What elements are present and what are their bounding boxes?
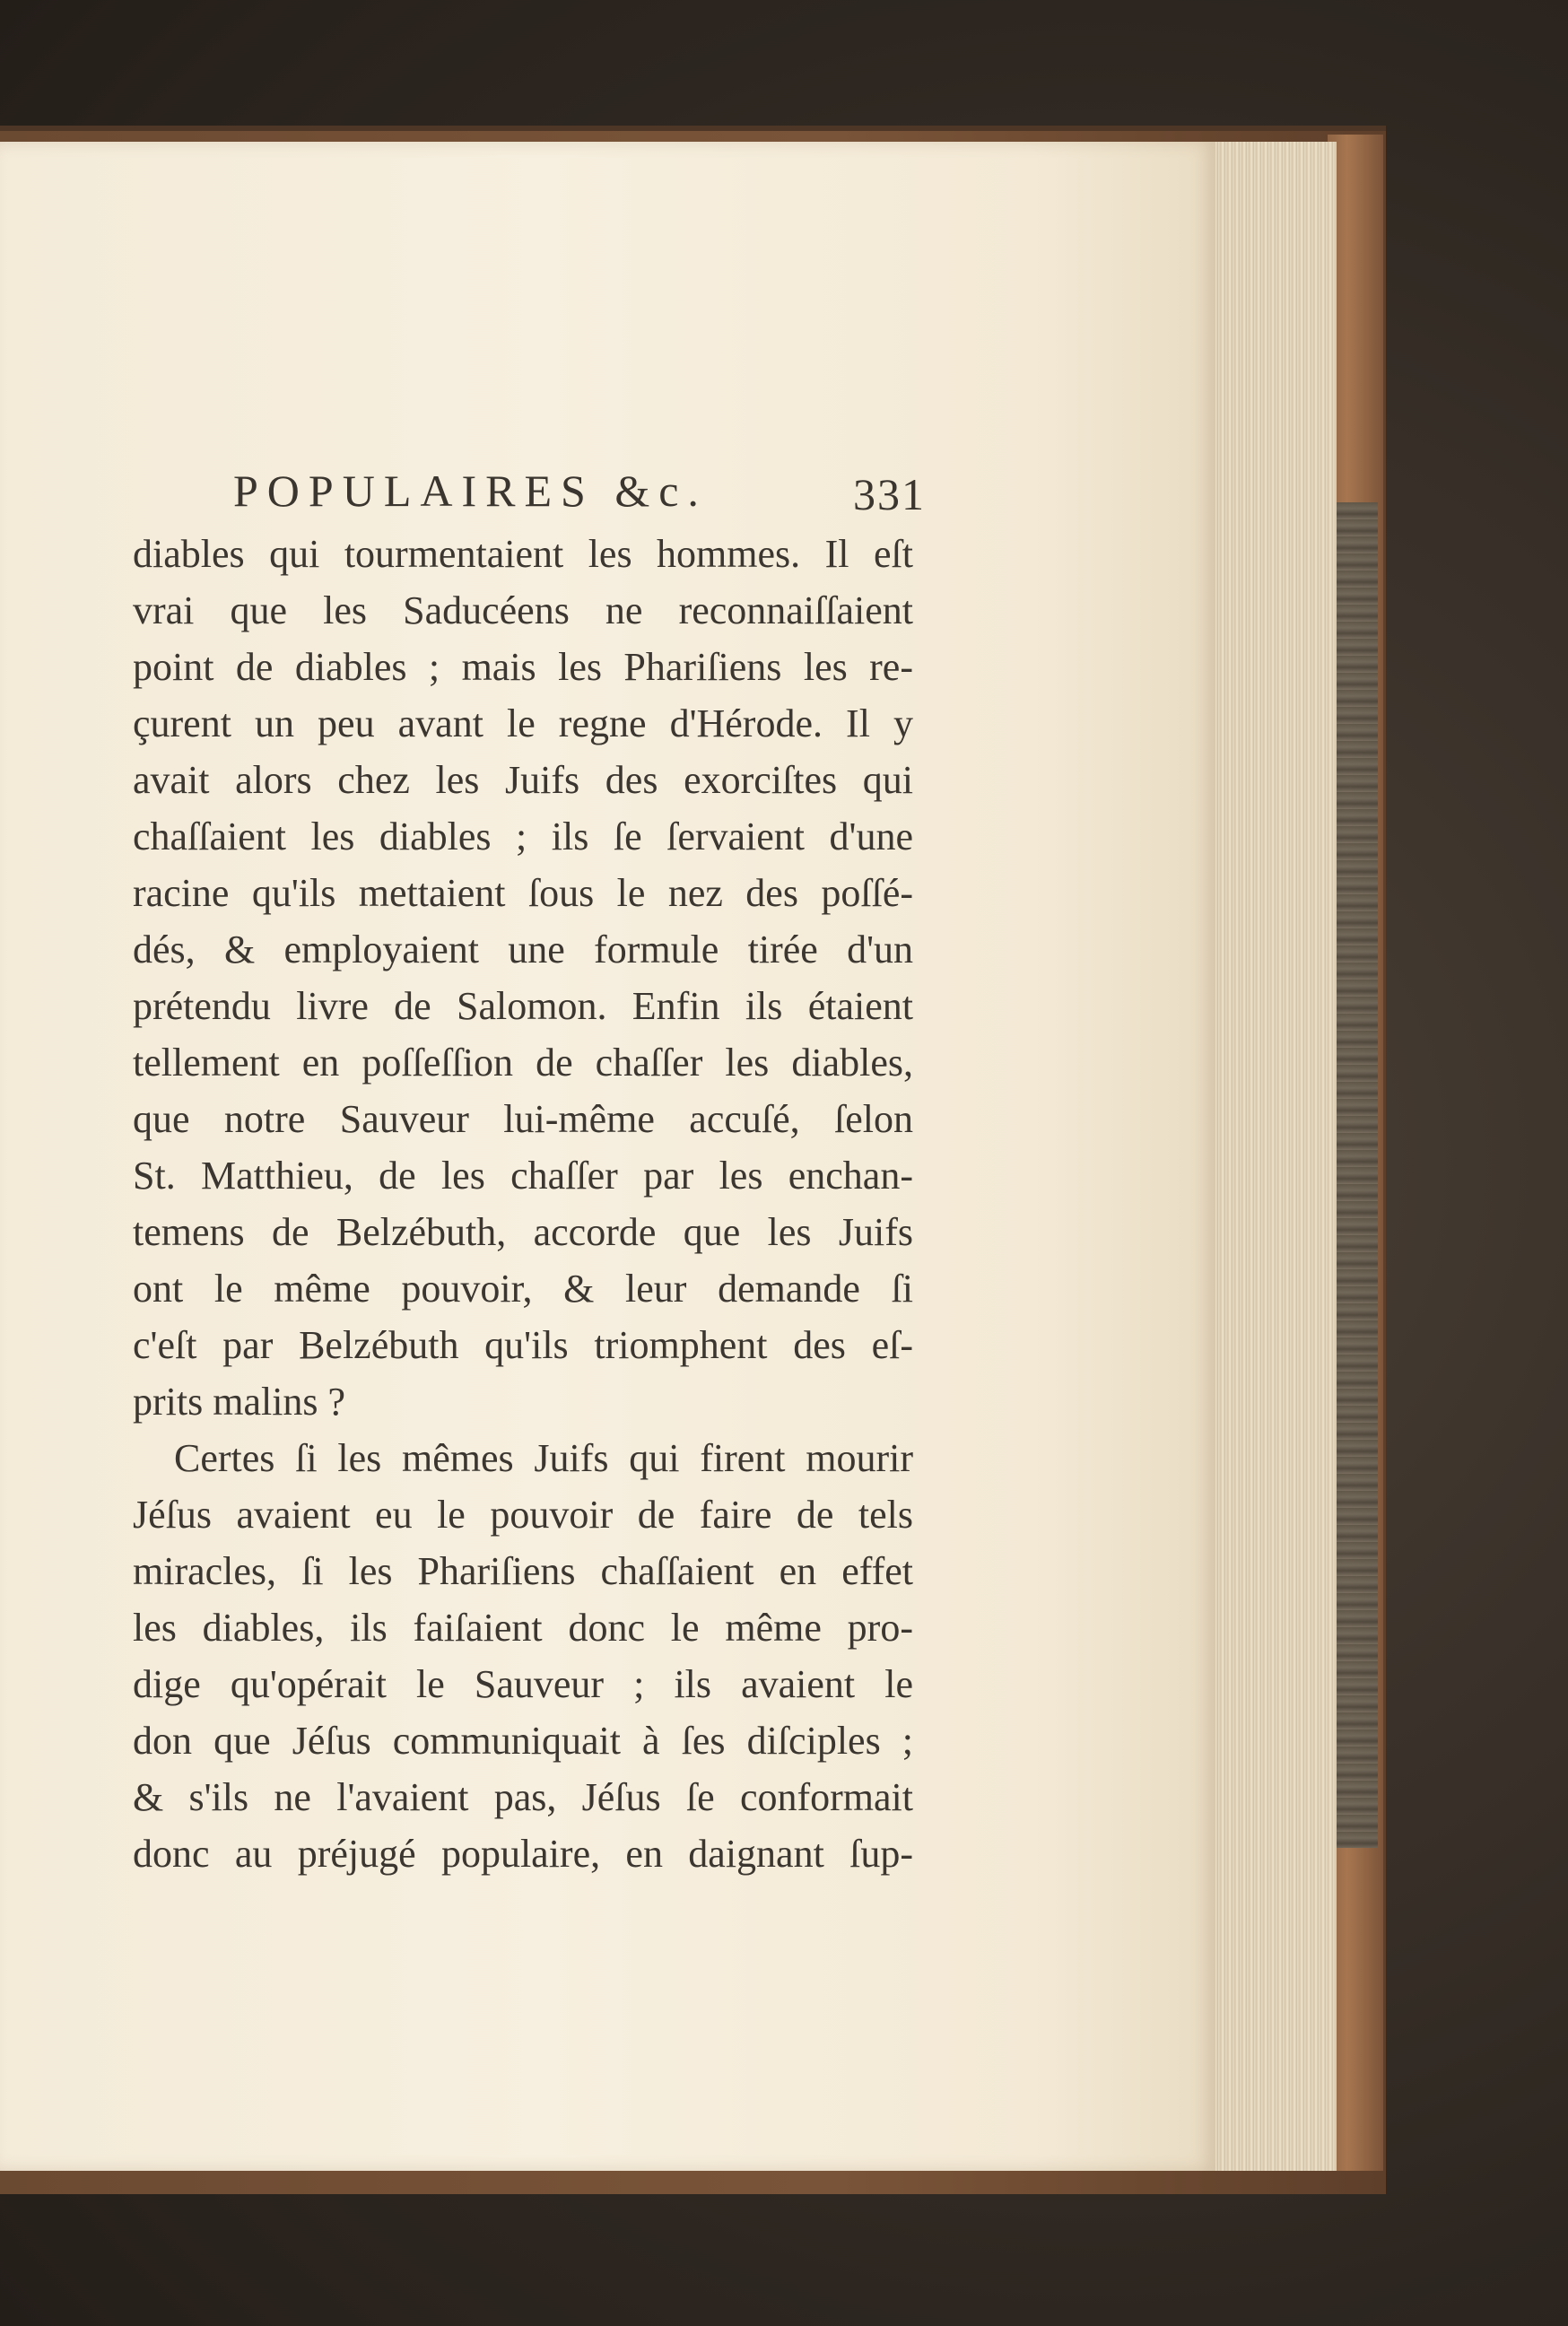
text-line: prits malins ?: [133, 1380, 346, 1424]
text-line: dés, & employaient une formule tirée d'un: [133, 928, 913, 971]
page-fore-edge: [1211, 142, 1337, 2171]
text-line: don que Jéſus communiquait à ſes diſciples ;: [133, 1719, 913, 1763]
page-content: [133, 465, 926, 1882]
text-line: Certes ſi les mêmes Juifs qui firent mourir: [174, 1436, 913, 1480]
text-line: chaſſaient les diables ; ils ſe ſervaient d'une: [133, 815, 913, 858]
text-line: diables qui tourmentaient les hommes. Il eſt: [133, 532, 913, 576]
text-line: vrai que les Saducéens ne reconnaiſſaient: [133, 588, 913, 632]
text-line: ont le même pouvoir, & leur demande ſi: [133, 1267, 913, 1311]
text-line: c'eſt par Belzébuth qu'ils triomphent des eſ-: [133, 1323, 913, 1367]
paragraph-1: [133, 526, 913, 1430]
book-page: [0, 142, 1215, 2171]
paragraph-2: [133, 1430, 913, 1882]
page-number: 331: [853, 469, 926, 519]
text-line: & s'ils ne l'avaient pas, Jéſus ſe conformait: [133, 1775, 913, 1819]
text-line: racine qu'ils mettaient ſous le nez des poſſé-: [133, 871, 913, 915]
text-line: prétendu livre de Salomon. Enfin ils étaient: [133, 984, 913, 1028]
text-line: çurent un peu avant le regne d'Hérode. Il y: [133, 701, 913, 745]
running-head-title: POPULAIRES &c.: [233, 466, 708, 516]
text-line: avait alors chez les Juifs des exorciſtes qui: [133, 758, 913, 802]
text-line: dige qu'opérait le Sauveur ; ils avaient le: [133, 1662, 913, 1706]
text-line: point de diables ; mais les Phariſiens les re-: [133, 645, 913, 689]
text-line: donc au préjugé populaire, en daignant ſup-: [133, 1832, 913, 1876]
marbled-board: [1337, 502, 1378, 1848]
running-head: [133, 465, 926, 520]
text-line: les diables, ils faiſaient donc le même pro-: [133, 1606, 913, 1650]
text-line: miracles, ſi les Phariſiens chaſſaient en effet: [133, 1549, 913, 1593]
text-line: temens de Belzébuth, accorde que les Juifs: [133, 1210, 913, 1254]
text-line: tellement en poſſeſſion de chaſſer les diables,: [133, 1041, 913, 1085]
text-line: que notre Sauveur lui-même accuſé, ſelon: [133, 1097, 913, 1141]
text-line: St. Matthieu, de les chaſſer par les enchan-: [133, 1154, 913, 1198]
text-line: Jéſus avaient eu le pouvoir de faire de tels: [133, 1493, 913, 1537]
